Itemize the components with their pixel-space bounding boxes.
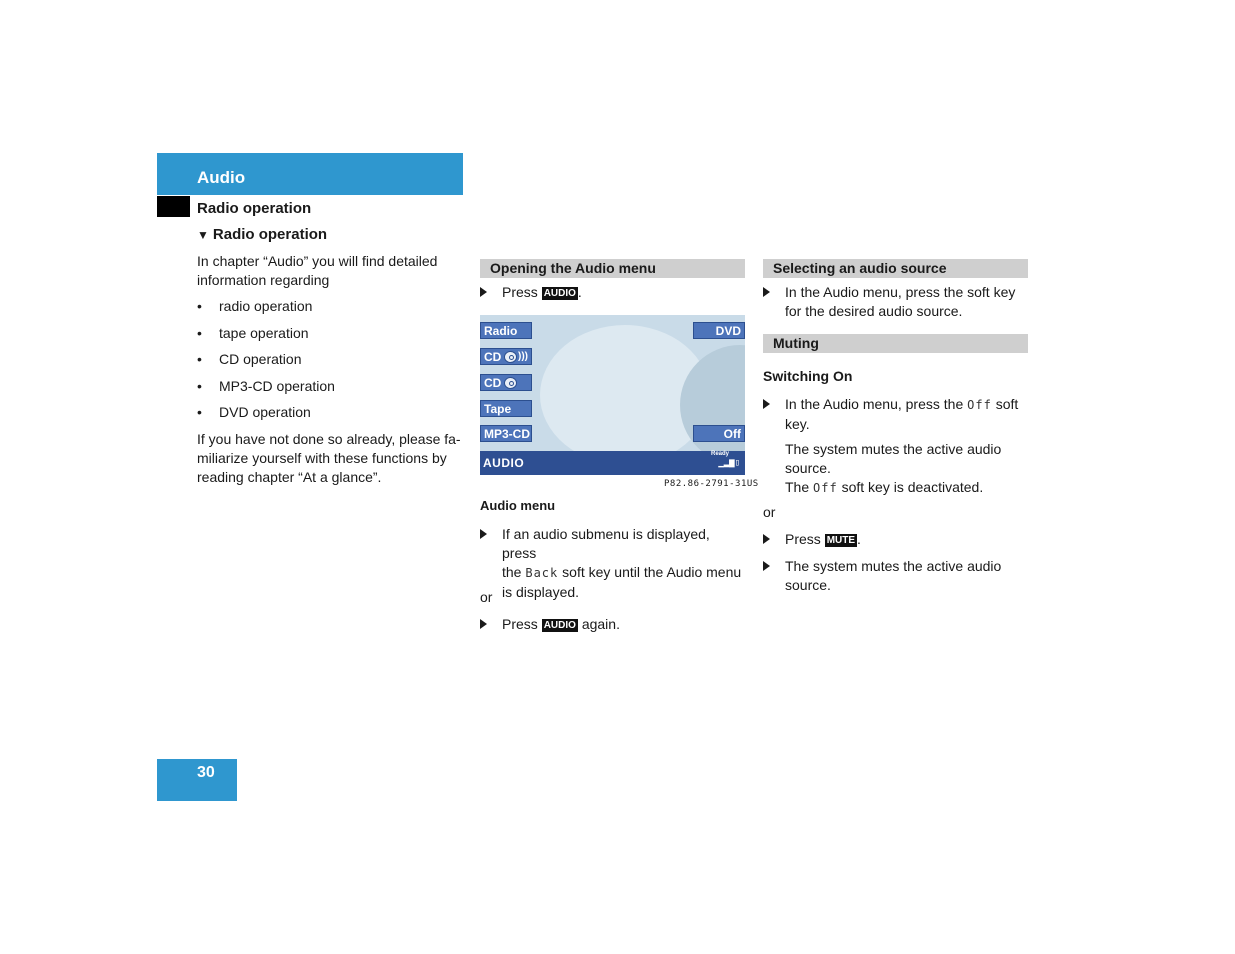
result-paragraph: The system mutes the active audio source. The Off soft key is deactivated.: [785, 441, 1002, 495]
list-item: • radio operation: [197, 298, 313, 314]
section-title: Radio operation: [197, 200, 312, 217]
note-paragraph: If you have not done so already, please fa- miliarize yourself with these functions by reading chapter “At a glance”.: [197, 431, 461, 485]
or-text: or: [763, 504, 776, 520]
screen-status-bar: [480, 451, 745, 475]
subsection-title: [197, 226, 327, 243]
list-item: • MP3-CD operation: [197, 378, 335, 394]
off-softkey-label: Off: [813, 481, 838, 495]
list-item: • tape operation: [197, 325, 309, 341]
intro-paragraph: In chapter “Audio” you will find detailed information regarding: [197, 253, 438, 288]
instruction-step: In the Audio menu, press the Off soft key.: [763, 395, 1028, 433]
figure-caption: Audio menu: [480, 498, 556, 513]
or-text: or: [480, 589, 493, 605]
softkey-cd-changer: CD ))): [480, 348, 532, 365]
audio-key: AUDIO: [543, 288, 576, 299]
page-number: 30: [197, 764, 215, 781]
softkey-radio: Radio: [480, 322, 532, 339]
off-softkey-label: Off: [967, 398, 992, 412]
list-item: • CD operation: [197, 351, 302, 367]
section-marker: [157, 196, 190, 217]
softkey-cd: CD: [480, 374, 532, 391]
back-softkey-label: Back: [525, 566, 559, 580]
softkey-mp3-cd: MP3-CD: [480, 425, 532, 442]
arrow-right-icon: [763, 399, 770, 409]
disc-icon: [504, 351, 517, 363]
list-item: • DVD operation: [197, 404, 311, 420]
switching-on-heading: Switching On: [763, 368, 853, 384]
section-header-opening-audio-menu: Opening the Audio menu: [480, 259, 745, 278]
chapter-title: Audio: [197, 168, 246, 187]
arrow-right-icon: [763, 561, 770, 571]
section-header-muting: Muting: [763, 334, 1028, 353]
arrow-right-icon: [480, 529, 487, 539]
figure-reference: P82.86-2791-31US: [664, 479, 759, 489]
softkey-off: Off: [693, 425, 745, 442]
mute-key: MUTE: [826, 535, 856, 546]
arrow-right-icon: [763, 534, 770, 544]
instruction-step: Press AUDIO again.: [480, 615, 745, 634]
section-header-selecting-audio-source: Selecting an audio source: [763, 259, 1028, 278]
instruction-step: The system mutes the active audio source.: [763, 557, 1028, 595]
arrow-right-icon: [480, 287, 487, 297]
instruction-step: If an audio submenu is displayed, press the Back soft key until the Audio menu is displayed.: [480, 525, 745, 582]
softkey-dvd: DVD: [693, 322, 745, 339]
arrow-right-icon: [763, 287, 770, 297]
audio-key: AUDIO: [543, 620, 576, 631]
disc-icon: [504, 377, 517, 389]
softkey-tape: Tape: [480, 400, 532, 417]
arrow-right-icon: [480, 619, 487, 629]
subsection-title-text: Radio operation: [212, 226, 328, 243]
triangle-down-icon: ▼: [197, 228, 209, 242]
screen-status-label: AUDIO: [483, 456, 525, 470]
instruction-step: Press AUDIO .: [480, 283, 745, 302]
ready-indicator: Ready: [710, 451, 729, 457]
instruction-step: Press MUTE .: [763, 530, 1028, 549]
signal-strength-icon: ▁▂▆▯: [718, 458, 740, 468]
sound-waves-icon: ))): [518, 351, 528, 362]
instruction-step: In the Audio menu, press the soft key for the desired audio source.: [763, 283, 1028, 321]
audio-menu-screen: [480, 315, 745, 475]
